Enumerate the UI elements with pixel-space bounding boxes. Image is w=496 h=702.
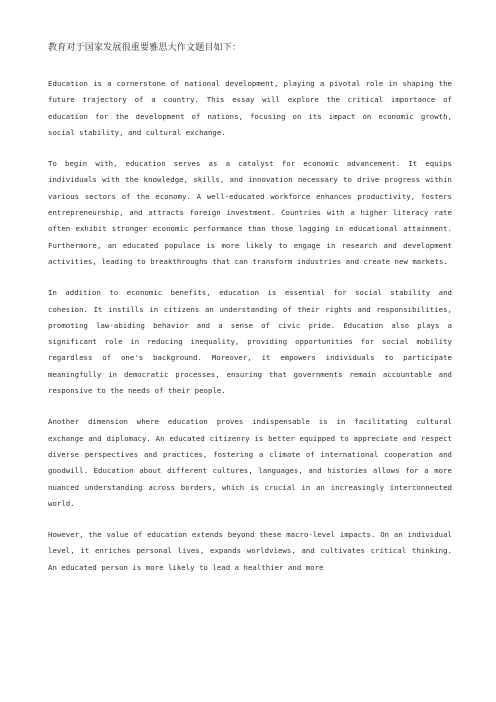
paragraph-social: In addition to economic benefits, education is essential for social stability and cohesion. It instills in citizens an understanding of their rights and responsibilities, promoting law-abiding behavior and a sense of civic pride. Education also plays a significant role in reducing inequality, providing opportunities for social mobility regardless of one's background. Moreover, it empowers individuals to participate meaningfully in democratic processes, ensuring that governments remain accountable and responsive to the needs of their people. [48,288,452,396]
paragraph-individual: However, the value of education extends beyond these macro-level impacts. On an individual level, it enriches personal lives, expands worldviews, and cultivates critical thinking. An educated person is more likely to lead a healthier and more [48,530,452,572]
paragraph-economic: To begin with, education serves as a catalyst for economic advancement. It equips individuals with the knowledge, skills, and innovation necessary to drive progress within various sectors of the economy. A well-educated workforce enhances productivity, fosters entrepreneurship, and attracts foreign investment. Countries with a higher literacy rate often exhibit stronger economic performance than those lagging in educational attainment. Furthermore, an educated populace is more likely to engage in research and development activities, leading to breakthroughs that can transform industries and create new markets. [48,159,452,266]
intro-line: 教育对于国家发展很重要雅思大作文题目如下： [48,43,242,53]
paragraph-cultural: Another dimension where education proves indispensable is in facilitating cultural exchange and diplomacy. An educated citizenry is better equipped to appreciate and respect diverse perspectives and practices, fostering a climate of international cooperation and goodwill. Education about different cultures, languages, and histories allows for a more nuanced understanding across borders, which is crucial in an increasingly interconnected world. [48,417,452,508]
paragraph-intro: Education is a cornerstone of national development, playing a pivotal role in shaping the future trajectory of a country. This essay will explore the critical importance of education for the development of nations, focusing on its impact on economic growth, social stability, and cultural exchange. [48,79,452,137]
